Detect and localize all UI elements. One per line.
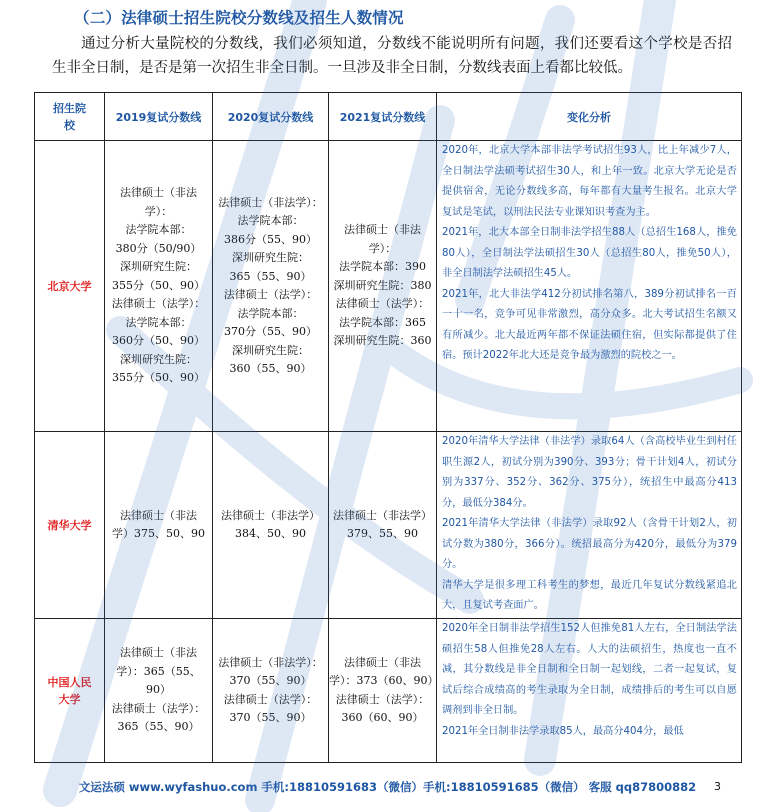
header-2020: 2020复试分数线	[213, 93, 329, 141]
score-line: 法律硕士（法学）：	[111, 701, 206, 715]
score-line: 法律硕士（非法学）	[221, 508, 320, 522]
score-line: 370（55、90）	[229, 711, 312, 724]
analysis-text	[437, 619, 742, 763]
analysis-text	[437, 432, 742, 619]
score-line: 深圳研究生院：	[232, 343, 309, 357]
score-line: 365（55、90）	[117, 720, 200, 734]
table-row	[35, 432, 742, 619]
school-name: 中国人民大学	[35, 619, 105, 763]
score-line: 学）：373（60、90）	[329, 674, 439, 687]
footer-contact: 文运法硕 www.wyfashuo.com 手机:18810591683（微信）手机:18810591685（微信） 客服 qq87800882	[78, 780, 697, 794]
section-heading: （二）法律硕士招生院校分数线及招生人数情况	[74, 9, 404, 27]
score-line: 法学院本部：365	[339, 315, 426, 329]
table-header-row	[35, 93, 742, 141]
score-line: 法学院本部：	[237, 306, 304, 320]
score-line: 355分（50、90）	[112, 371, 205, 385]
analysis-paragraph: 2021年，北大本部全日制非法学招生88人（总招生168人，推免80人），全日制法学法硕招生30人（总招生80人，推免50人），非全日制法学法硕招生45人。	[442, 227, 737, 279]
score-line: 深圳研究生院：	[120, 352, 197, 366]
score-line: 法学院本部：	[237, 214, 304, 227]
score-line: 法律硕士（非法	[344, 655, 421, 669]
header-analysis: 变化分析	[437, 93, 742, 141]
score-2020	[213, 432, 329, 619]
score-line: 370（55、90）	[229, 674, 312, 687]
score-line: 学）：365（55、	[116, 664, 201, 678]
score-2020	[213, 619, 329, 763]
admission-score-table	[34, 92, 742, 763]
score-line: 法学院本部：	[125, 315, 192, 329]
table-body	[35, 141, 742, 763]
score-line: 学）：	[368, 241, 397, 255]
score-line: 法律硕士（法学）：	[335, 297, 430, 311]
score-2019	[105, 432, 213, 619]
analysis-paragraph: 2020年全日制非法学招生152人但推免81人左右，全日制法学法硕招生58人但推免28人左右。人大的法硕招生，热度也一直不减，其分数线是非全日制和全日制一起划线，二者一起复试，复试后综合成绩高的考生录取为全日制，成绩排后的考生可以自愿调剂到非全日制。	[442, 623, 737, 716]
score-line: 法律硕士（非法	[344, 223, 421, 237]
analysis-paragraph: 2021年，北大非法学412分初试排名第八，389分初试排名一百一十一名，竞争可见非常激烈，高分众多。北大考试招生名额又有所减少。北大最近两年都不保证法硕住宿，但实际都提供了住宿。预计2022年北大还是竞争最为激烈的院校之一。	[442, 288, 737, 361]
table-row	[35, 619, 742, 763]
score-line: 360（60、90）	[341, 711, 424, 724]
score-line: 深圳研究生院：380	[333, 278, 432, 292]
analysis-text	[437, 141, 742, 432]
score-line: 法律硕士（非法学）	[333, 508, 432, 522]
school-name: 清华大学	[35, 432, 105, 619]
score-line: 学）：	[144, 204, 173, 218]
score-line: 法律硕士（非法	[120, 508, 197, 522]
score-line: 法律硕士（非法	[120, 186, 197, 200]
score-line: 法律硕士（法学）：	[335, 692, 430, 706]
score-2019	[105, 619, 213, 763]
score-line: 深圳研究生院：	[232, 251, 309, 264]
analysis-paragraph: 2020年清华大学法律（非法学）录取64人（含高校毕业生到村任职生源2人，初试分别为390分、393分；骨干计划4人，初试分别为337分、352分、362分、375分），统招生中最高分413分，最低分384分。	[442, 436, 737, 509]
score-line: 深圳研究生院：360	[333, 334, 432, 348]
score-line: 法律硕士（法学）：	[223, 288, 318, 301]
score-line: 360分（50、90）	[112, 334, 205, 348]
score-line: 355分（50、90）	[112, 278, 205, 292]
score-2021	[329, 141, 437, 432]
score-line: 法学院本部：	[125, 223, 192, 237]
score-line: 380分（50/90）	[115, 241, 202, 255]
score-line: 386分（55、90）	[224, 232, 317, 246]
header-2019: 2019复试分数线	[105, 93, 213, 141]
intro-paragraph: 通过分析大量院校的分数线，我们必须知道，分数线不能说明所有问题，我们还要看这个学校是否招生非全日制，是否是第一次招生非全日制。一旦涉及非全日制，分数线表面上看都比较低。	[52, 36, 732, 76]
header-school: 招生院校	[35, 93, 105, 141]
score-line: 法律硕士（法学）：	[111, 297, 206, 311]
score-line: 379、55、90	[347, 527, 418, 540]
score-line: 学）375、50、90	[112, 527, 205, 540]
score-line: 370分（55、90）	[224, 325, 317, 338]
score-2021	[329, 619, 437, 763]
score-line: 90）	[146, 683, 171, 697]
score-line: 法律硕士（非法学）：	[218, 655, 323, 669]
score-line: 法律硕士（非法学）：	[218, 195, 323, 209]
header-2021: 2021复试分数线	[329, 93, 437, 141]
score-2020	[213, 141, 329, 432]
score-2021	[329, 432, 437, 619]
page-number: 3	[714, 780, 721, 793]
score-2019	[105, 141, 213, 432]
analysis-paragraph: 2021年清华大学法律（非法学）录取92人（含骨干计划2人，初试分数为380分，366分）。统招最高分为420分，最低分为379分。	[442, 518, 737, 570]
score-line: 法律硕士（非法	[120, 646, 197, 660]
score-line: 365（55、90）	[229, 269, 312, 283]
school-name: 北京大学	[35, 141, 105, 432]
analysis-paragraph: 清华大学是很多理工科考生的梦想，最近几年复试分数线紧追北大，且复试考查面广。	[442, 579, 737, 611]
score-line: 384、50、90	[235, 527, 306, 540]
analysis-paragraph: 2020年，北京大学本部非法学考试招生93人，比上年减少7人，全日制法学法硕考试招生30人，和上年一致。北京大学无论是否提供宿舍，无论分数线多高，每年都有大量考生报名。北京大学复试是笔试，以刑法民法专业课知识考查为主。	[442, 145, 737, 218]
score-line: 360（55、90）	[229, 362, 312, 375]
score-line: 法学院本部：390	[339, 260, 426, 274]
table-row	[35, 141, 742, 432]
score-line: 法律硕士（法学）：	[223, 692, 318, 706]
analysis-paragraph: 2021年全日制非法学录取85人，最高分404分，最低	[442, 725, 684, 737]
score-line: 深圳研究生院：	[120, 260, 197, 274]
